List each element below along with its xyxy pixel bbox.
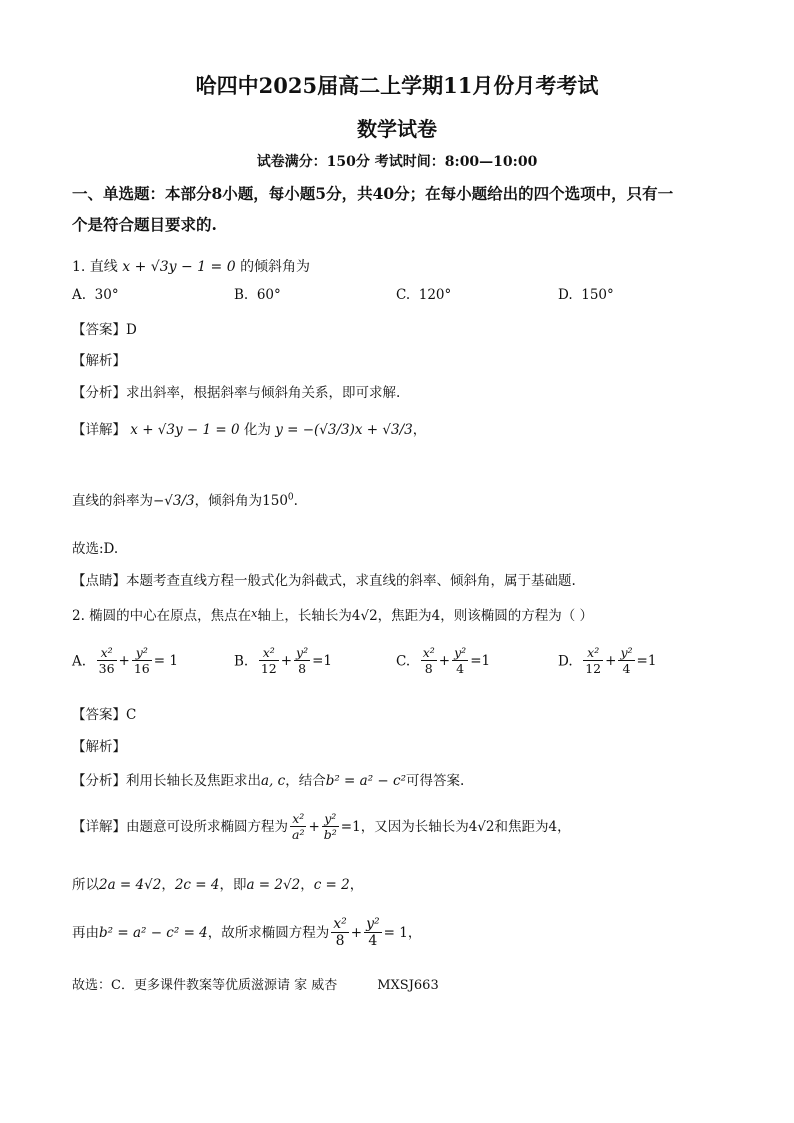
q1-answer: 【答案】D [72, 322, 137, 338]
q2-detail: 【详解】由题意可设所求椭圆方程为 $\frac{\text{x²}}{\text{a²}}$ + $\frac{\text{y²}}{\text{b²}}$ =1，又因为长轴长为4√2和焦距为4， [72, 811, 571, 843]
q1-equation: x + √3y − 1 = 0 [122, 259, 236, 275]
q2-final: 故选：C．更多课件教案等优质滋源请 家 威杏 MXSJ663 [72, 978, 439, 993]
question-1 [72, 256, 310, 276]
q1-comment: 【点睛】本题考查直线方程一般式化为斜截式，求直线的斜率、倾斜角，属于基础题. [72, 573, 576, 589]
q2-fenxi: 【分析】利用长轴长及焦距求出a, c，结合b² = a² − c²可得答案. [72, 773, 465, 789]
q2-so: 所以2a = 4√2，2c = 4，即a = 2√2，c = 2， [72, 877, 364, 893]
source-code: MXSJ663 [377, 978, 439, 993]
q2-option-b: B. $\frac{\text{x²}}{12}$ + $\frac{\text{y²}}{8}$ =1 [234, 645, 333, 677]
q1-analysis-tag: 【解析】 [72, 353, 126, 369]
q1-fenxi: 【分析】求出斜率，根据斜率与倾斜角关系，即可求解. [72, 385, 401, 401]
q2-option-d: D. $\frac{\text{x²}}{12}$ + $\frac{\text{y²}}{4}$ =1 [558, 645, 657, 677]
q1-option-a: A. 30° [72, 287, 119, 303]
exam-title: 哈四中2025届高二上学期11月份月考考试 [195, 73, 599, 98]
question-2: 2. 椭圆的中心在原点，焦点在$^x$轴上，长轴长为4√2，焦距为4，则该椭圆的方程为（ ） [72, 607, 594, 624]
q1-option-d: D. 150° [558, 287, 614, 303]
q1-detail-result: y = −(√3/3)x + √3/3 [275, 422, 413, 438]
section-heading-line2: 个是符合题目要求的. [72, 215, 217, 234]
q2-then: 再由b² = a² − c² = 4，故所求椭圆方程为 $\frac{\text{x²}}{8}$ + $\frac{\text{y²}}{4}$ = 1， [72, 916, 422, 950]
q1-prefix: 1. 直线 [72, 259, 118, 275]
q1-suffix: 的倾斜角为 [240, 259, 311, 275]
q1-choice: 故选:D. [72, 541, 119, 557]
q2-analysis-tag: 【解析】 [72, 739, 126, 755]
q1-option-c: C. 120° [396, 287, 452, 303]
q1-option-b: B. 60° [234, 287, 281, 303]
exam-info: 试卷满分：150分 考试时间：8:00—10:00 [256, 154, 538, 170]
q2-option-a: A. $\frac{\text{x²}}{36}$ + $\frac{\text{y²}}{16}$ = 1 [72, 645, 178, 677]
q2-answer: 【答案】C [72, 707, 137, 723]
q1-detail: 【详解】 x + √3y − 1 = 0 化为 y = −(√3/3)x + √3/3， [72, 422, 427, 438]
exam-subtitle: 数学试卷 [357, 117, 437, 141]
section-heading-line1: 一、单选题：本部分8小题，每小题5分，共40分；在每小题给出的四个选项中，只有一 [72, 184, 674, 203]
q2-option-c: C. $\frac{\text{x²}}{8}$ + $\frac{\text{y²}}{4}$ =1 [396, 645, 491, 677]
q1-slope: 直线的斜率为−√3/3，倾斜角为$150^0$. [72, 492, 298, 509]
